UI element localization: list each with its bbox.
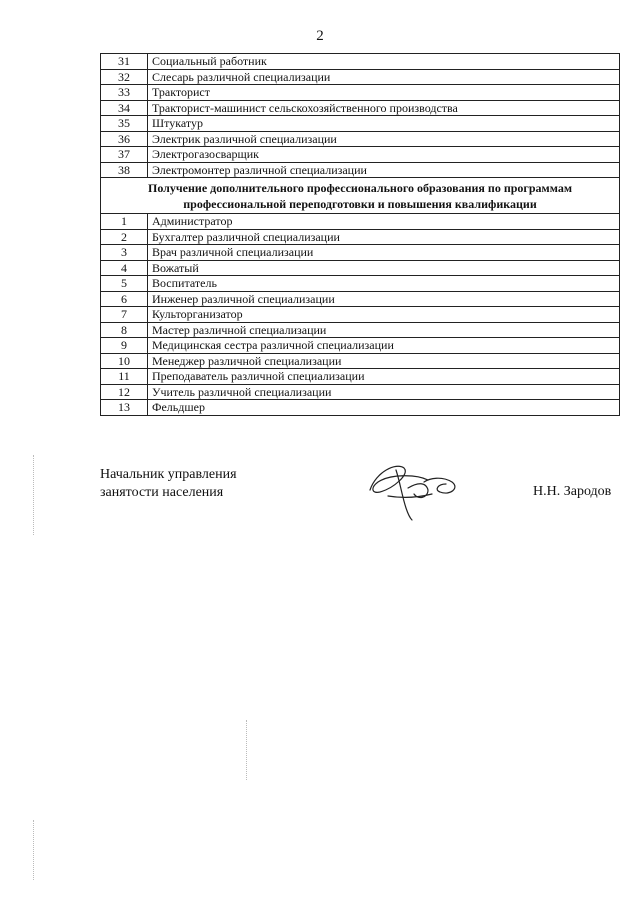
row-number: 35 (101, 116, 148, 132)
table-row (101, 322, 620, 338)
profession-name: Бухгалтер различной специализации (148, 229, 620, 245)
row-number: 36 (101, 131, 148, 147)
profession-name: Мастер различной специализации (148, 322, 620, 338)
profession-name: Тракторист-машинист сельскохозяйственного производства (148, 100, 620, 116)
profession-name: Слесарь различной специализации (148, 69, 620, 85)
table-body-part1 (101, 54, 620, 178)
handwritten-signature (366, 452, 466, 522)
table-row (101, 245, 620, 261)
table-row (101, 100, 620, 116)
row-number: 34 (101, 100, 148, 116)
table-section (101, 178, 620, 214)
page-number: 2 (316, 28, 324, 44)
table-row (101, 229, 620, 245)
table-row (101, 147, 620, 163)
row-number: 33 (101, 85, 148, 101)
row-number: 1 (101, 214, 148, 230)
table-row (101, 369, 620, 385)
signatory-position (100, 466, 237, 502)
profession-name: Врач различной специализации (148, 245, 620, 261)
table-row (101, 276, 620, 292)
row-number: 7 (101, 307, 148, 323)
scan-artifact (33, 455, 35, 535)
profession-name: Воспитатель (148, 276, 620, 292)
section-header-row (101, 178, 620, 214)
table-row (101, 131, 620, 147)
table-row (101, 69, 620, 85)
profession-name: Менеджер различной специализации (148, 353, 620, 369)
table-row (101, 353, 620, 369)
scan-artifact (33, 820, 35, 880)
table-row (101, 260, 620, 276)
row-number: 10 (101, 353, 148, 369)
profession-name: Электрик различной специализации (148, 131, 620, 147)
table-body-part2 (101, 214, 620, 416)
profession-name: Электрогазосварщик (148, 147, 620, 163)
table-row (101, 400, 620, 416)
row-number: 3 (101, 245, 148, 261)
row-number: 5 (101, 276, 148, 292)
profession-name: Тракторист (148, 85, 620, 101)
table-row (101, 214, 620, 230)
row-number: 38 (101, 162, 148, 178)
row-number: 13 (101, 400, 148, 416)
profession-name: Преподаватель различной специализации (148, 369, 620, 385)
table-row (101, 291, 620, 307)
row-number: 11 (101, 369, 148, 385)
profession-name: Администратор (148, 214, 620, 230)
profession-name: Штукатур (148, 116, 620, 132)
table-row (101, 54, 620, 70)
profession-name: Культорганизатор (148, 307, 620, 323)
row-number: 6 (101, 291, 148, 307)
profession-name: Социальный работник (148, 54, 620, 70)
profession-name: Вожатый (148, 260, 620, 276)
profession-name: Инженер различной специализации (148, 291, 620, 307)
table-row (101, 85, 620, 101)
table-row (101, 116, 620, 132)
profession-name: Электромонтер различной специализации (148, 162, 620, 178)
row-number: 8 (101, 322, 148, 338)
row-number: 9 (101, 338, 148, 354)
position-line-1: Начальник управления (100, 467, 237, 482)
profession-name: Фельдшер (148, 400, 620, 416)
row-number: 37 (101, 147, 148, 163)
table-row (101, 162, 620, 178)
table-row (101, 384, 620, 400)
signatory-name: Н.Н. Зародов (533, 484, 612, 499)
row-number: 31 (101, 54, 148, 70)
profession-table (100, 53, 620, 416)
row-number: 4 (101, 260, 148, 276)
row-number: 32 (101, 69, 148, 85)
table-row (101, 338, 620, 354)
scan-artifact (246, 720, 248, 780)
table-row (101, 307, 620, 323)
position-line-2: занятости населения (100, 485, 224, 500)
row-number: 12 (101, 384, 148, 400)
row-number: 2 (101, 229, 148, 245)
profession-name: Медицинская сестра различной специализации (148, 338, 620, 354)
section-header: Получение дополнительного профессионального образования по программам профессиональной переподготовки и повышения квалификации (101, 178, 620, 214)
profession-name: Учитель различной специализации (148, 384, 620, 400)
